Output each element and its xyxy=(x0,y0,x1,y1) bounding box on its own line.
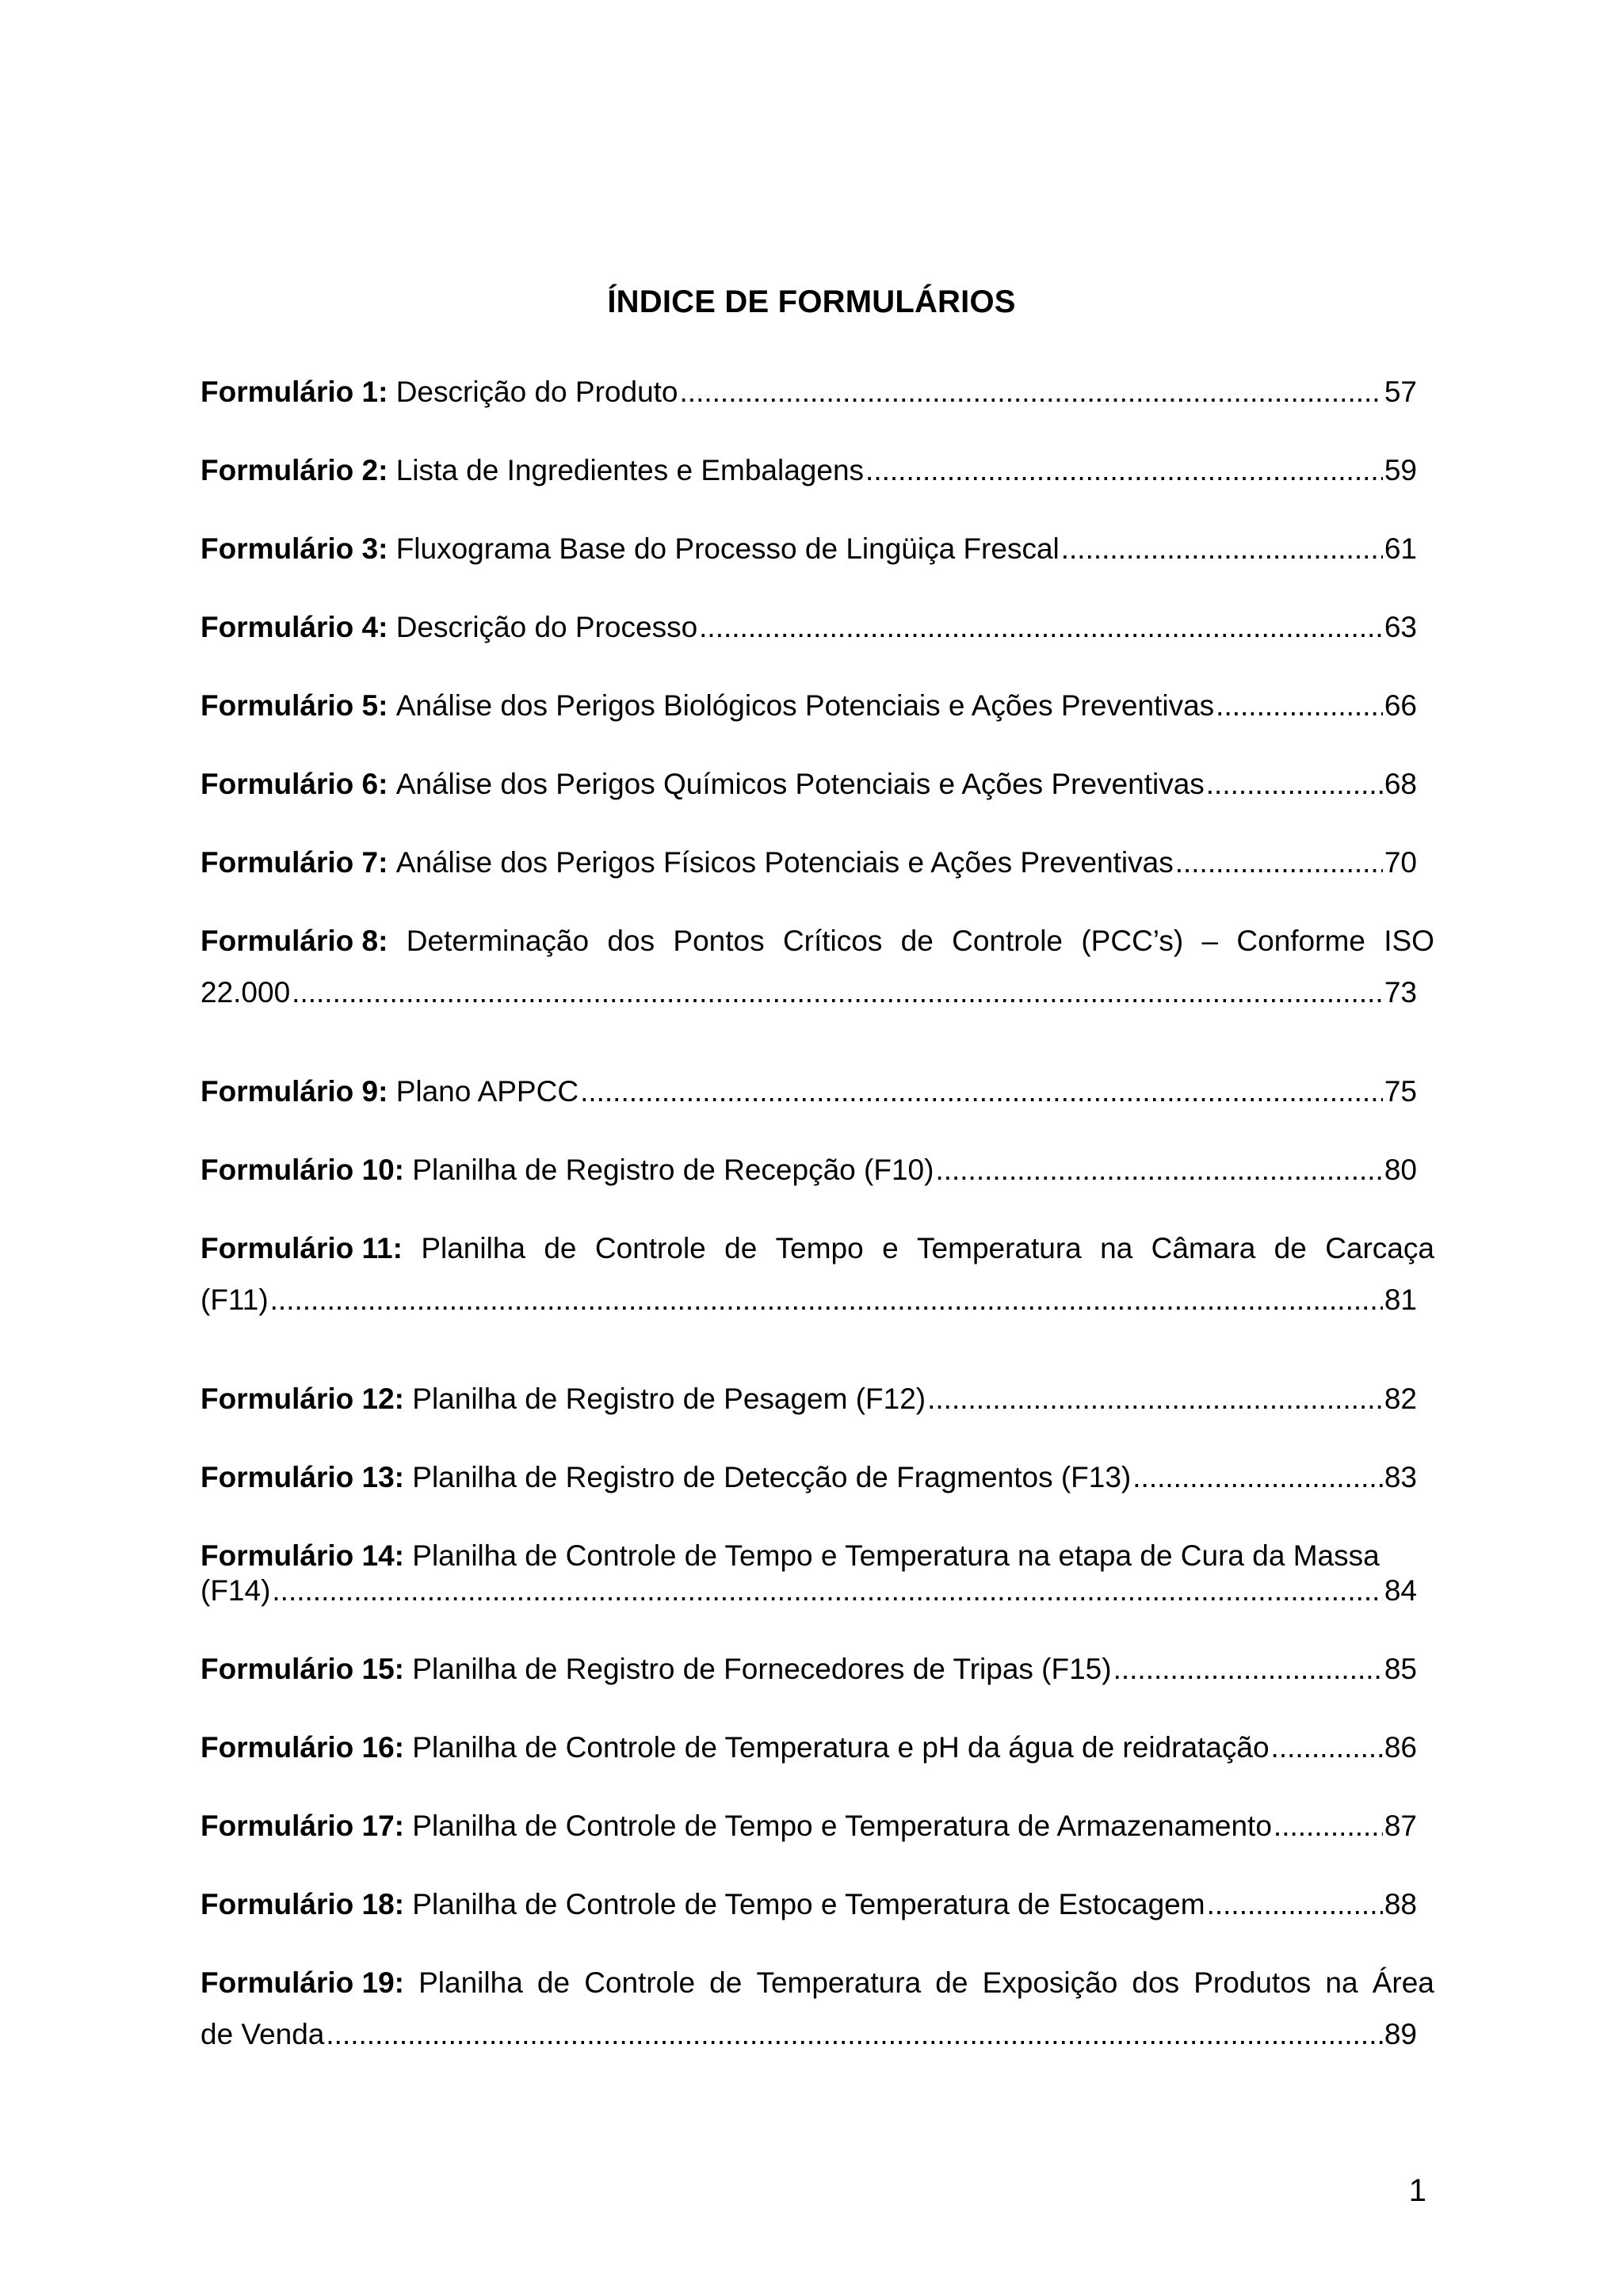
entry-page: 61 xyxy=(1384,532,1417,565)
toc-entry-19[interactable] xyxy=(200,1963,1434,2054)
entry-page: 85 xyxy=(1384,1653,1417,1685)
entry-page: 82 xyxy=(1384,1383,1417,1415)
dot-leader xyxy=(699,608,1383,647)
entry-word: Controle xyxy=(584,1966,696,1999)
entry-word: de xyxy=(709,1966,743,1999)
entry-text: (F14) xyxy=(200,1574,271,1607)
entry-text: 22.000 xyxy=(200,976,291,1009)
entry-page: 84 xyxy=(1384,1574,1417,1607)
entry-word: ISO xyxy=(1384,925,1434,957)
entry-text: Plano APPCC xyxy=(395,1075,579,1108)
entry-page: 66 xyxy=(1384,689,1417,722)
entry-label: Formulário 5: xyxy=(200,689,388,722)
entry-line-2 xyxy=(200,2015,1417,2054)
dot-leader xyxy=(292,973,1383,1013)
entry-text: Análise dos Perigos Biológicos Potenciais e Ações Preventivas xyxy=(395,689,1215,722)
entry-page: 80 xyxy=(1384,1154,1417,1186)
entry-word: Controle xyxy=(952,925,1064,957)
toc-entry-11[interactable] xyxy=(200,1229,1434,1320)
entry-word: dos xyxy=(607,925,655,957)
entry-page: 73 xyxy=(1384,976,1417,1009)
entry-text: de Venda xyxy=(200,2018,325,2050)
dot-leader xyxy=(270,1280,1383,1320)
entry-page: 86 xyxy=(1384,1731,1417,1764)
toc-entry-15[interactable] xyxy=(200,1650,1417,1689)
entry-line-1 xyxy=(200,1963,1434,2003)
entry-label: Formulário 9: xyxy=(200,1075,388,1108)
entry-text: Lista de Ingredientes e Embalagens xyxy=(395,454,865,486)
entry-line-1 xyxy=(200,1229,1434,1268)
toc-entry-8[interactable] xyxy=(200,921,1434,1013)
entry-word: Carcaça xyxy=(1325,1232,1434,1264)
entry-label: Formulário 13: xyxy=(200,1461,404,1493)
entry-page: 83 xyxy=(1384,1461,1417,1493)
entry-word: Planilha xyxy=(421,1232,525,1264)
entry-word: – xyxy=(1201,925,1219,957)
entry-page: 88 xyxy=(1384,1888,1417,1920)
entry-page: 89 xyxy=(1384,2018,1417,2050)
entry-line-1 xyxy=(200,1536,1417,1576)
dot-leader xyxy=(927,1379,1383,1419)
entry-word: de xyxy=(1274,1232,1307,1264)
entry-label: Formulário 16: xyxy=(200,1731,404,1764)
entry-label: Formulário 11: xyxy=(200,1232,403,1264)
entry-label: Formulário 10: xyxy=(200,1154,404,1186)
entry-line-2 xyxy=(200,1280,1417,1320)
toc-entry-14[interactable] xyxy=(200,1536,1417,1611)
toc-entry-1[interactable] xyxy=(200,372,1417,412)
entry-text: Análise dos Perigos Químicos Potenciais e Ações Preventivas xyxy=(395,768,1205,800)
entry-word: Temperatura xyxy=(756,1966,922,1999)
toc-entry-4[interactable] xyxy=(200,608,1417,647)
entry-text: Planilha de Registro de Recepção (F10) xyxy=(412,1154,934,1186)
entry-page: 57 xyxy=(1384,376,1417,408)
entry-word: Temperatura xyxy=(917,1232,1082,1264)
toc-entry-18[interactable] xyxy=(200,1885,1417,1924)
entry-text: Descrição do Produto xyxy=(395,376,678,408)
entry-word: na xyxy=(1100,1232,1133,1264)
entry-label: Formulário 18: xyxy=(200,1888,404,1920)
entry-text: Planilha de Controle de Tempo e Temperatura de Armazenamento xyxy=(412,1810,1272,1842)
entry-word: Controle xyxy=(594,1232,706,1264)
entry-label: Formulário 12: xyxy=(200,1383,404,1415)
entry-text: Planilha de Registro de Detecção de Fragmentos (F13) xyxy=(412,1461,1132,1493)
entry-word: Área xyxy=(1372,1966,1434,1999)
page-number: 1 xyxy=(1408,2173,1426,2208)
dot-leader xyxy=(1061,529,1383,569)
entry-word: Planilha xyxy=(418,1966,523,1999)
dot-leader xyxy=(865,451,1383,490)
dot-leader xyxy=(1206,765,1383,804)
toc-entry-2[interactable] xyxy=(200,451,1417,490)
entry-word: de xyxy=(724,1232,758,1264)
entry-word: Tempo xyxy=(775,1232,864,1264)
entry-word: Produtos xyxy=(1193,1966,1312,1999)
entry-page: 87 xyxy=(1384,1810,1417,1842)
entry-word: Câmara xyxy=(1151,1232,1256,1264)
entry-label: Formulário 6: xyxy=(200,768,388,800)
toc-entry-13[interactable] xyxy=(200,1458,1417,1497)
entry-word: dos xyxy=(1132,1966,1180,1999)
entry-word: e xyxy=(882,1232,899,1264)
entry-label: Formulário 17: xyxy=(200,1810,404,1842)
dot-leader xyxy=(580,1072,1383,1112)
entry-page: 68 xyxy=(1384,768,1417,800)
entry-line-2 xyxy=(200,973,1417,1013)
toc-entry-9[interactable] xyxy=(200,1072,1417,1112)
entry-text: (F11) xyxy=(200,1283,269,1316)
entry-page: 81 xyxy=(1384,1283,1417,1316)
dot-leader xyxy=(1271,1728,1383,1768)
entry-word: Críticos xyxy=(782,925,883,957)
entry-text: Planilha de Controle de Tempo e Temperatura de Estocagem xyxy=(412,1888,1205,1920)
entry-word: Pontos xyxy=(673,925,765,957)
entry-text: Análise dos Perigos Físicos Potenciais e Ações Preventivas xyxy=(395,846,1174,879)
toc-entry-6[interactable] xyxy=(200,765,1417,804)
toc-entry-3[interactable] xyxy=(200,529,1417,569)
dot-leader xyxy=(1132,1458,1383,1497)
entry-word: Determinação xyxy=(406,925,590,957)
dot-leader xyxy=(935,1150,1382,1190)
entry-text: Planilha de Controle de Tempo e Temperatura na etapa de Cura da Massa xyxy=(412,1539,1380,1572)
entry-label: Formulário 4: xyxy=(200,611,388,643)
entry-label: Formulário 15: xyxy=(200,1653,404,1685)
dot-leader xyxy=(272,1571,1382,1611)
dot-leader xyxy=(1207,1885,1383,1924)
entry-word: Conforme xyxy=(1236,925,1365,957)
toc-entry-10[interactable] xyxy=(200,1150,1417,1190)
entry-label: Formulário 3: xyxy=(200,532,388,565)
entry-word: de xyxy=(935,1966,968,1999)
entry-page: 70 xyxy=(1384,846,1417,879)
entry-label: Formulário 7: xyxy=(200,846,388,879)
entry-word: de xyxy=(900,925,934,957)
dot-leader xyxy=(1216,686,1383,726)
dot-leader xyxy=(1113,1650,1383,1689)
dot-leader xyxy=(1175,843,1383,883)
entry-label: Formulário 2: xyxy=(200,454,388,486)
entry-text: Planilha de Controle de Temperatura e pH da água de reidratação xyxy=(412,1731,1270,1764)
dot-leader xyxy=(680,372,1383,412)
entry-page: 63 xyxy=(1384,611,1417,643)
toc-entry-12[interactable] xyxy=(200,1379,1417,1419)
entry-label: Formulário 1: xyxy=(200,376,388,408)
toc-entry-17[interactable] xyxy=(200,1806,1417,1846)
entry-page: 59 xyxy=(1384,454,1417,486)
entry-line-2 xyxy=(200,1571,1417,1611)
entry-word: Exposição xyxy=(982,1966,1118,1999)
entry-word: de xyxy=(544,1232,577,1264)
entry-word: de xyxy=(537,1966,571,1999)
entry-label: Formulário 19: xyxy=(200,1966,404,1999)
entry-word: na xyxy=(1325,1966,1358,1999)
entry-label: Formulário 14: xyxy=(200,1539,404,1572)
dot-leader xyxy=(326,2015,1382,2054)
toc-entry-7[interactable] xyxy=(200,843,1417,883)
entry-page: 75 xyxy=(1384,1075,1417,1108)
entry-line-1 xyxy=(200,921,1434,961)
toc-entry-16[interactable] xyxy=(200,1728,1417,1768)
entry-text: Descrição do Processo xyxy=(395,611,698,643)
entry-word: (PCC’s) xyxy=(1081,925,1184,957)
toc-entry-5[interactable] xyxy=(200,686,1417,726)
entry-text: Planilha de Registro de Fornecedores de Tripas (F15) xyxy=(412,1653,1112,1685)
dot-leader xyxy=(1274,1806,1383,1846)
entry-text: Fluxograma Base do Processo de Lingüiça Frescal xyxy=(395,532,1060,565)
index-title: ÍNDICE DE FORMULÁRIOS xyxy=(607,284,1016,319)
entry-text: Planilha de Registro de Pesagem (F12) xyxy=(412,1383,926,1415)
entry-label: Formulário 8: xyxy=(200,925,388,957)
